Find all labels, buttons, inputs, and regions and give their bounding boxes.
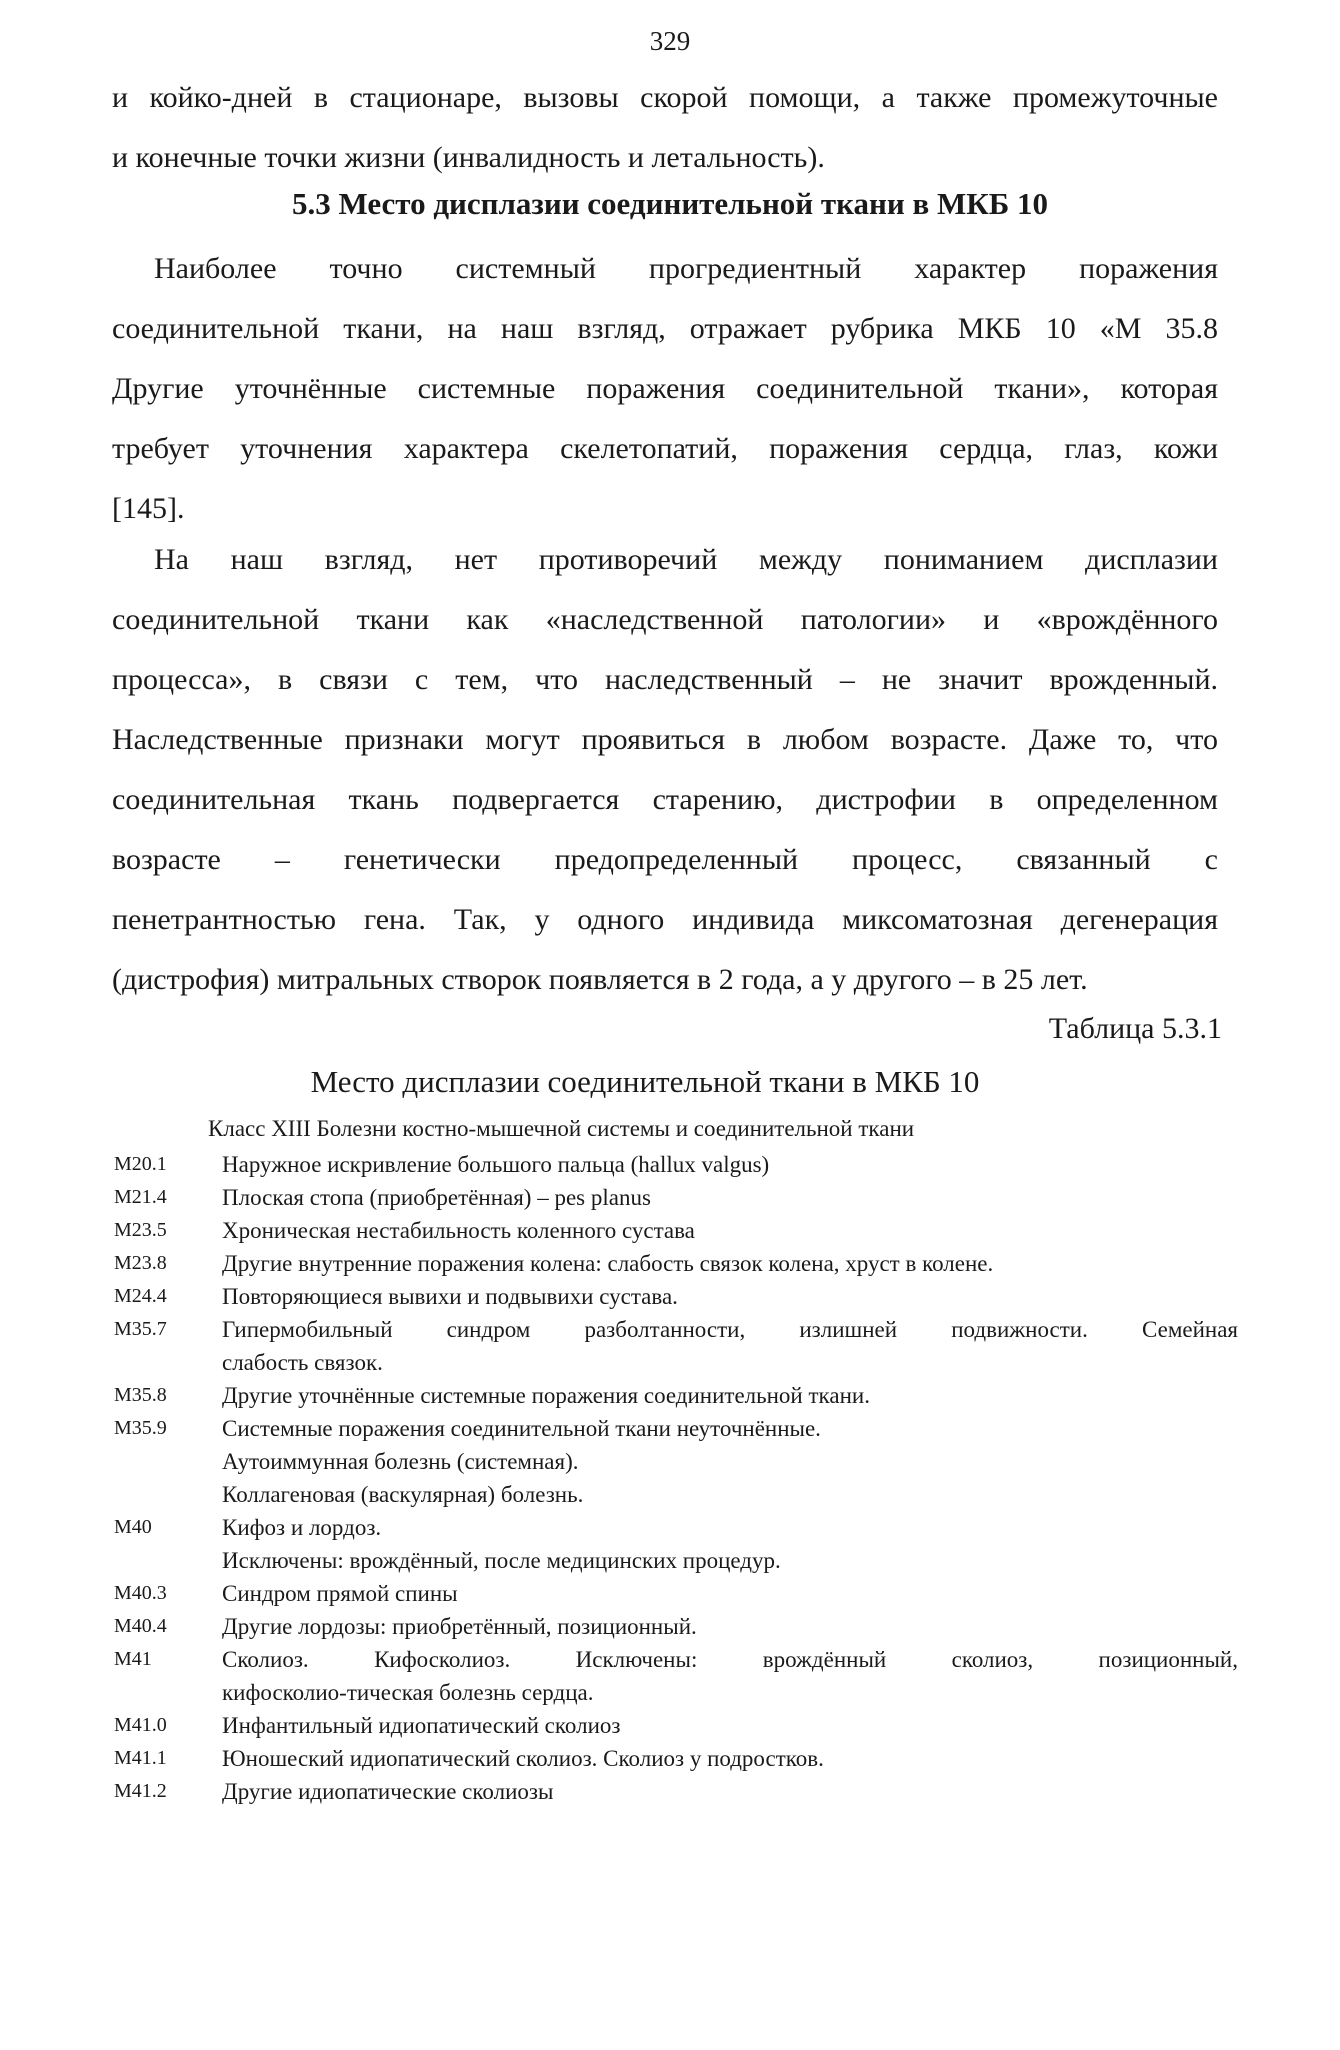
icd-code: M23.8	[114, 1252, 167, 1274]
icd-description-line: Наружное искривление большого пальца (hallux valgus)	[222, 1152, 770, 1177]
icd-code: M41	[114, 1648, 152, 1670]
icd-code: M41.1	[114, 1747, 167, 1769]
icd-description-line: Аутоиммунная болезнь (системная).	[222, 1449, 579, 1474]
text-line: соединительная ткань подвергается старению, дистрофии в определенном	[112, 783, 1218, 816]
icd-description	[222, 1379, 1238, 1412]
section-heading: 5.3 Место дисплазии соединительной ткани в МКБ 10	[292, 186, 1048, 221]
text-line: и конечные точки жизни (инвалидность и летальность).	[112, 141, 825, 174]
table-row	[114, 1412, 1238, 1511]
icd-description	[222, 1775, 1238, 1808]
table-row	[114, 1742, 1238, 1775]
icd-description	[222, 1412, 1238, 1511]
icd-code: M23.5	[114, 1219, 167, 1241]
table-row	[114, 1148, 1238, 1181]
text-line: Наиболее точно системный прогредиентный характер поражения	[154, 252, 1218, 285]
icd-description-line: Юношеский идиопатический сколиоз. Сколиоз у подростков.	[222, 1746, 824, 1771]
icd-description-line: Кифоз и лордоз.	[222, 1515, 382, 1540]
table-number: Таблица 5.3.1	[1048, 1012, 1222, 1045]
icd-description	[222, 1148, 1238, 1181]
text-line: [145].	[112, 492, 185, 525]
table-class-header: Класс XIII Болезни костно-мышечной системы и соединительной ткани	[208, 1116, 915, 1141]
icd-description-line: Исключены: врождённый, после медицинских процедур.	[222, 1548, 781, 1573]
text-line: На наш взгляд, нет противоречий между пониманием дисплазии	[154, 543, 1218, 576]
page-number: 329	[649, 26, 691, 56]
icd-description	[222, 1214, 1238, 1247]
table-row	[114, 1643, 1238, 1709]
icd-code: M35.8	[114, 1384, 167, 1406]
table-row	[114, 1610, 1238, 1643]
icd-description-line: Хроническая нестабильность коленного сустава	[222, 1218, 695, 1243]
text-line: Другие уточнённые системные поражения соединительной ткани», которая	[112, 372, 1218, 405]
text-line: требует уточнения характера скелетопатий, поражения сердца, глаз, кожи	[112, 432, 1218, 465]
icd-description-line: Коллагеновая (васкулярная) болезнь.	[222, 1482, 584, 1507]
text-line: соединительной ткани, на наш взгляд, отражает рубрика МКБ 10 «М 35.8	[112, 312, 1218, 345]
icd-description-line: кифосколио-тическая болезнь сердца.	[222, 1680, 594, 1705]
icd-code: M40.3	[114, 1582, 167, 1604]
icd-description-line: Другие внутренние поражения колена: слабость связок колена, хруст в колене.	[222, 1251, 994, 1276]
table-row	[114, 1775, 1238, 1808]
icd-description-line: Другие уточнённые системные поражения соединительной ткани.	[222, 1383, 870, 1408]
icd-code: M41.2	[114, 1780, 167, 1802]
table-row	[114, 1313, 1238, 1379]
icd-code: M35.9	[114, 1417, 167, 1439]
table-row	[114, 1379, 1238, 1412]
table-row	[114, 1709, 1238, 1742]
icd-description-line: Другие идиопатические сколиозы	[222, 1779, 554, 1804]
icd-description-line: Сколиоз. Кифосколиоз. Исключены: врождённый сколиоз, позиционный,	[222, 1647, 1238, 1672]
icd-table	[114, 1148, 1238, 1808]
icd-code: M40	[114, 1516, 152, 1538]
icd-description-line: Другие лордозы: приобретённый, позиционный.	[222, 1614, 697, 1639]
icd-description-line: слабость связок.	[222, 1350, 383, 1375]
icd-description	[222, 1181, 1238, 1214]
icd-description	[222, 1280, 1238, 1313]
icd-description	[222, 1577, 1238, 1610]
table-title: Место дисплазии соединительной ткани в МКБ 10	[310, 1064, 980, 1099]
text-line: Наследственные признаки могут проявиться в любом возрасте. Даже то, что	[112, 723, 1218, 756]
table-row	[114, 1247, 1238, 1280]
icd-description	[222, 1511, 1238, 1577]
icd-code: M35.7	[114, 1318, 167, 1340]
intro-paragraph	[112, 68, 1218, 188]
text-line: и койко-дней в стационаре, вызовы скорой помощи, а также промежуточные	[112, 81, 1218, 114]
icd-description-line: Гипермобильный синдром разболтанности, излишней подвижности. Семейная	[222, 1317, 1238, 1342]
text-line: пенетрантностью гена. Так, у одного индивида миксоматозная дегенерация	[112, 903, 1218, 936]
table-row	[114, 1181, 1238, 1214]
icd-description-line: Инфантильный идиопатический сколиоз	[222, 1713, 621, 1738]
icd-description	[222, 1313, 1238, 1379]
icd-description-line: Синдром прямой спины	[222, 1581, 458, 1606]
table-row	[114, 1214, 1238, 1247]
icd-code: M24.4	[114, 1285, 167, 1307]
icd-code: M41.0	[114, 1714, 167, 1736]
icd-description	[222, 1643, 1238, 1709]
icd-code: M21.4	[114, 1186, 167, 1208]
icd-description	[222, 1742, 1238, 1775]
icd-code: M40.4	[114, 1615, 167, 1637]
table-row	[114, 1280, 1238, 1313]
icd-description-line: Системные поражения соединительной ткани неуточнённые.	[222, 1416, 821, 1441]
paragraph-heredity	[112, 530, 1218, 1010]
text-line: (дистрофия) митральных створок появляется в 2 года, а у другого – в 25 лет.	[112, 963, 1088, 996]
icd-description-line: Повторяющиеся вывихи и подвывихи сустава.	[222, 1284, 678, 1309]
icd-description	[222, 1247, 1238, 1280]
text-line: процесса», в связи с тем, что наследственный – не значит врожденный.	[112, 663, 1218, 696]
icd-description	[222, 1709, 1238, 1742]
icd-description-line: Плоская стопа (приобретённая) – pes planus	[222, 1185, 651, 1210]
text-line: возрасте – генетически предопределенный процесс, связанный с	[112, 843, 1218, 876]
table-row	[114, 1511, 1238, 1577]
text-line: соединительной ткани как «наследственной патологии» и «врождённого	[112, 603, 1218, 636]
paragraph-icd-rubric	[112, 239, 1218, 539]
table-row	[114, 1577, 1238, 1610]
icd-description	[222, 1610, 1238, 1643]
icd-code: M20.1	[114, 1153, 167, 1175]
